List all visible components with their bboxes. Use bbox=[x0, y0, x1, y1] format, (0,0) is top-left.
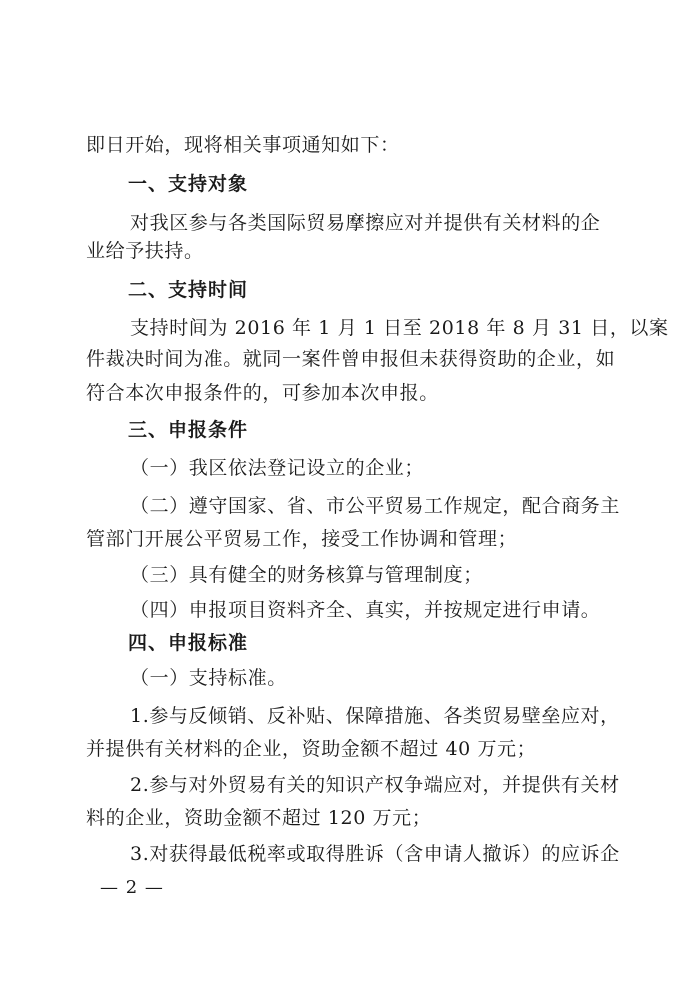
condition-item: （三）具有健全的财务核算与管理制度； bbox=[130, 564, 483, 586]
body-text-line: 符合本次申报条件的，可参加本次申报。 bbox=[86, 382, 439, 404]
page-number: — 2 — bbox=[100, 877, 164, 898]
condition-item: （四）申报项目资料齐全、真实，并按规定进行申请。 bbox=[130, 599, 601, 621]
body-text-line: 管部门开展公平贸易工作，接受工作协调和管理； bbox=[86, 528, 518, 550]
standard-item: 3.对获得最低税率或取得胜诉（含申请人撤诉）的应诉企 bbox=[130, 843, 620, 865]
body-text-line: 料的企业，资助金额不超过 120 万元； bbox=[86, 807, 432, 829]
condition-item: （二）遵守国家、省、市公平贸易工作规定，配合商务主 bbox=[130, 495, 621, 517]
section-heading-support-time: 二、支持时间 bbox=[128, 279, 249, 301]
body-text-line: 业给予扶持。 bbox=[86, 240, 204, 262]
standard-subheading: （一）支持标准。 bbox=[130, 667, 287, 689]
standard-item: 1.参与反倾销、反补贴、保障措施、各类贸易壁垒应对， bbox=[130, 705, 620, 727]
body-text-line: 件裁决时间为准。就同一案件曾申报但未获得资助的企业，如 bbox=[86, 348, 616, 370]
body-text-line: 支持时间为 2016 年 1 月 1 日至 2018 年 8 月 31 日，以案 bbox=[130, 317, 669, 339]
section-heading-application-standards: 四、申报标准 bbox=[128, 632, 249, 654]
condition-item: （一）我区依法登记设立的企业； bbox=[130, 457, 425, 479]
body-text-line: 即日开始，现将相关事项通知如下： bbox=[86, 134, 400, 156]
section-heading-application-conditions: 三、申报条件 bbox=[128, 419, 249, 441]
standard-item: 2.参与对外贸易有关的知识产权争端应对，并提供有关材 bbox=[130, 774, 620, 796]
body-text-line: 对我区参与各类国际贸易摩擦应对并提供有关材料的企 bbox=[130, 212, 601, 234]
body-text-line: 并提供有关材料的企业，资助金额不超过 40 万元； bbox=[86, 738, 537, 760]
section-heading-support-target: 一、支持对象 bbox=[128, 173, 249, 195]
